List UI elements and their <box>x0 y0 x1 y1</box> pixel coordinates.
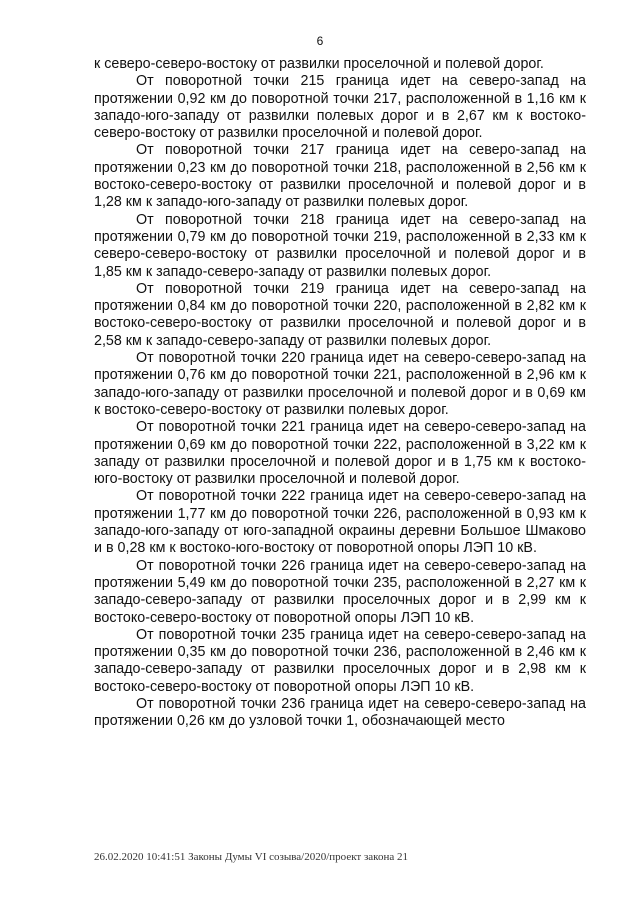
paragraph-continuation: к северо-северо-востоку от развилки проселочной и полевой дорог. <box>94 56 544 72</box>
document-footer: 26.02.2020 10:41:51 Законы Думы VI созыва/2020/проект закона 21 <box>94 851 408 863</box>
paragraph: От поворотной точки 220 граница идет на северо-северо-запад на протяжении 0,76 км до поворотной точки 221, расположенной в 2,96 км к западо-юго-западу от развилки проселочной и полевой дорог и в 0,69 км к востоко-северо-востоку от развилки полевых дорог. <box>94 350 586 418</box>
paragraph: От поворотной точки 218 граница идет на северо-запад на протяжении 0,79 км до поворотной точки 219, расположенной в 2,33 км к северо-северо-востоку от развилки проселочной и полевой дорог и в 1,85 км к западо-северо-западу от развилки полевых дорог. <box>94 211 586 280</box>
paragraph: От поворотной точки 226 граница идет на северо-северо-запад на протяжении 5,49 км до поворотной точки 235, расположенной в 2,27 км к западо-северо-западу от развилки проселочных дорог и в 2,99 км к востоко-северо-востоку от поворотной опоры ЛЭП 10 кВ. <box>94 557 586 626</box>
paragraph: От поворотной точки 219 граница идет на северо-запад на протяжении 0,84 км до поворотной точки 220, расположенной в 2,82 км к востоко-северо-востоку от развилки проселочной и полевой дорог и в 2,58 км к западо-северо-западу от развилки полевых дорог. <box>94 280 586 349</box>
paragraph: От поворотной точки 221 граница идет на северо-северо-запад на протяжении 0,69 км до поворотной точки 222, расположенной в 3,22 км к западу от развилки проселочной и полевой дорог и в 1,75 км к востоко-юго-востоку от развилки проселочной и полевой дорог. <box>94 419 586 488</box>
paragraph: От поворотной точки 217 граница идет на северо-запад на протяжении 0,23 км до поворотной точки 218, расположенной в 2,56 км к востоко-северо-востоку от развилки проселочной и полевой дорог и в 1,28 км к западо-юго-западу от развилки полевых дорог. <box>94 142 586 211</box>
document-body <box>94 56 586 731</box>
paragraph: От поворотной точки 235 граница идет на северо-северо-запад на протяжении 0,35 км до поворотной точки 236, расположенной в 2,46 км к западо-северо-западу от развилки проселочных дорог и в 2,98 км к востоко-северо-востоку от поворотной опоры ЛЭП 10 кВ. <box>94 626 586 695</box>
paragraph: От поворотной точки 222 граница идет на северо-северо-запад на протяжении 1,77 км до поворотной точки 226, расположенной в 0,93 км к западо-юго-западу от юго-западной окраины деревни Большое Шмаково и в 0,28 км к востоко-юго-востоку от поворотной опоры ЛЭП 10 кВ. <box>94 488 586 557</box>
page-number: 6 <box>316 34 324 48</box>
paragraph: От поворотной точки 215 граница идет на северо-запад на протяжении 0,92 км до поворотной точки 217, расположенной в 1,16 км к западо-юго-западу от развилки полевых дорог и в 2,67 км к востоко-северо-востоку от развилки проселочной и полевой дорог. <box>94 73 586 142</box>
paragraph: От поворотной точки 236 граница идет на северо-северо-запад на протяжении 0,26 км до узловой точки 1, обозначающей место <box>94 695 586 730</box>
